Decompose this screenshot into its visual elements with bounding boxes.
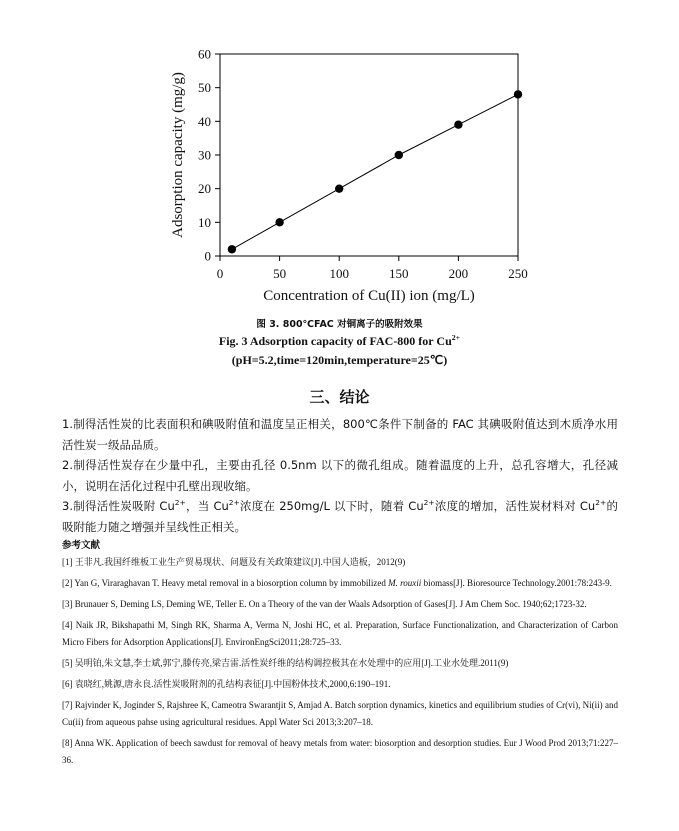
y-tick-label: 60: [198, 46, 211, 62]
figure-caption-conditions: (pH=5.2,time=120min,temperature=25℃): [231, 353, 448, 367]
ref-text: [2] Yan G, Viraraghavan T. Heavy metal removal in a biosorption column by immobilized: [62, 578, 389, 588]
reference-item: [62, 655, 618, 672]
c3-part-b: ，当 Cu: [185, 499, 229, 513]
c3-part-c: 浓度在 250mg/L 以下时，随着 Cu: [239, 499, 424, 513]
conclusions-block: [62, 414, 618, 537]
reference-item: [62, 596, 618, 613]
reference-item: [62, 676, 618, 693]
x-tick-label: 250: [508, 266, 528, 281]
reference-item: [62, 617, 618, 651]
conclusion-2: 2.制得活性炭存在少量中孔，主要由孔径 0.5nm 以下的微孔组成。随着温度的上升，总孔容增大，孔径减小，说明在活化过程中孔壁出现收缩。: [62, 458, 618, 493]
y-tick-label: 50: [198, 80, 211, 96]
x-tick-label: 50: [273, 266, 287, 281]
y-tick-label: 0: [204, 248, 211, 264]
y-tick-label: 10: [198, 214, 211, 230]
series-line: [232, 94, 518, 249]
data-point: [514, 90, 522, 98]
ref-text: [6] 袁晓红,姚源,唐永良.活性炭吸附剂的孔结构表征[J].中国粉体技术,2000,6:190–191.: [62, 679, 391, 689]
conclusion-3: [62, 496, 618, 537]
x-tick-label: 100: [329, 266, 349, 281]
c3-part-a: 3.制得活性炭吸附 Cu: [62, 499, 175, 513]
y-tick-label: 30: [198, 147, 211, 163]
reference-item: [62, 554, 618, 571]
x-tick-label: 200: [448, 266, 469, 281]
data-point: [228, 245, 236, 253]
references-list: [62, 554, 618, 773]
reference-item: [62, 735, 618, 769]
chart-svg: [150, 36, 540, 316]
ref-text-post: biomass[J]. Bioresource Technology.2001:78:243-9.: [421, 578, 612, 588]
reference-item: [62, 575, 618, 592]
c3-sup-4: 2+: [595, 498, 607, 508]
y-axis-label: Adsorption capacity (mg/g): [170, 72, 186, 238]
figure-caption-chinese: 图 3. 800℃FAC 对铜离子的吸附效果: [256, 319, 423, 330]
ref-text: [1] 王非凡.我国纤维板工业生产贸易现状、问题及有关政策建议[J].中国人造板，2012(9): [62, 557, 406, 567]
ref-text: [5] 吴明铂,朱文慧,李士斌,郭宁,滕传亮,梁吉雷.活性炭纤维的结构调控极其在水处理中的应用[J].工业水处理.2011(9): [62, 658, 509, 668]
x-tick-label: 150: [389, 266, 409, 281]
c3-part-d: 浓度的增加，活性炭材料对 Cu: [434, 499, 596, 513]
c3-part-e: 的吸附能力随之增强并呈线性正相关。: [62, 499, 618, 534]
adsorption-chart: [150, 36, 540, 316]
ref-text: [8] Anna WK. Application of beech sawdust for removal of heavy metals from water: biosorption and desorption studies. Eur J Wood Prod 2013;71:227–36.: [62, 738, 618, 765]
x-axis-label: Concentration of Cu(II) ion (mg/L): [263, 288, 475, 304]
ref-text: [7] Rajvinder K, Joginder S, Rajshree K, Cameotra Swarantjit S, Amjad A. Batch sorption dynamics, kinetics and equilibrium studies of Cr(vi), Ni(ii) and Cu(ii) from aqueous pahse using agricultural residues. Appl Water Sci 2013;3:207–18.: [62, 700, 618, 727]
data-point: [395, 151, 403, 159]
data-point: [454, 121, 462, 129]
figure-caption-english: [0, 334, 679, 349]
c3-sup-3: 2+: [423, 498, 435, 508]
data-point: [275, 218, 283, 226]
references-heading: 参考文献: [62, 540, 101, 551]
ref-text: [3] Brunauer S, Deming LS, Deming WE, Teller E. On a Theory of the van der Waals Adsorption of Gases[J]. J Am Chem Soc. 1940;62;1723-32.: [62, 599, 587, 609]
c3-sup-2: 2+: [228, 498, 240, 508]
c3-sup-1: 2+: [174, 498, 186, 508]
y-tick-label: 40: [198, 113, 211, 129]
data-point: [335, 184, 343, 192]
conclusion-1: 1.制得活性炭的比表面积和碘吸附值和温度呈正相关，800℃条件下制备的 FAC 其碘吸附值达到木质净水用活性炭一级品品质。: [62, 417, 618, 452]
x-tick-label: 0: [216, 266, 224, 281]
section-title: 三、结论: [309, 388, 370, 406]
y-tick-label: 20: [198, 181, 211, 197]
caption-en-sup: 2+: [451, 333, 461, 342]
caption-en-text: Fig. 3 Adsorption capacity of FAC-800 for Cu: [218, 334, 452, 348]
plot-frame: [220, 54, 518, 256]
ref-italic: M. rouxii: [388, 578, 422, 588]
reference-item: [62, 697, 618, 731]
ref-text: [4] Naik JR, Bikshapathi M, Singh RK, Sharma A, Verma N, Joshi HC, et al. Preparation, Surface Functionalization, and Characterization of Carbon Micro Fibers for Adsorption Applications[J]. EnvironEngSci2011;28:725–33.: [62, 620, 618, 647]
